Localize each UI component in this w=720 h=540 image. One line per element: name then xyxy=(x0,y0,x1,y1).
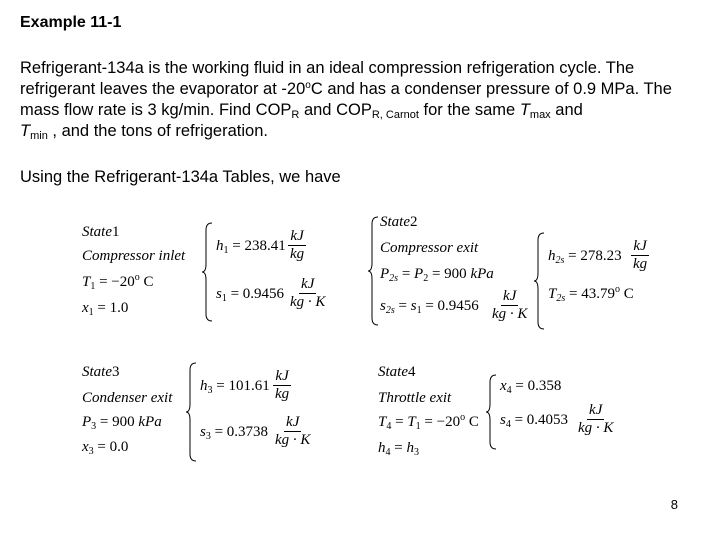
state-1-entropy: $s_1 = 0.9456$ xyxy=(216,286,285,304)
state-4-description: Throttle exit xyxy=(378,390,452,406)
state-2-enthalpy: $h_{2s} = 278.23$ xyxy=(548,248,622,266)
state-2-temperature: $T_{2s} = 43.79^o$ C xyxy=(548,284,634,304)
state-3-enthalpy: $h_3 = 101.61$ xyxy=(200,378,270,396)
state-4-temperature: $T_4 = T_1 = -20^o$ C xyxy=(378,412,479,432)
problem-statement: Refrigerant-134a is the working fluid in an ideal compression refrigeration cycle. The refrigerant leaves the evaporator at -20$^o$C and has a condenser pressure of 0.9 MPa. The mass flow rate is 3 kg/min. Find $COP_R$ and $COP_{R, Carnot}$ for the same $T_{max}$ and $T_{min}$ , and the tons of refrigeration. xyxy=(20,59,672,142)
state-1-description: Compressor inlet xyxy=(82,248,186,264)
state-3-description: Condenser exit xyxy=(82,390,173,406)
state-1-heading: State1 xyxy=(82,224,120,240)
state-1-brace xyxy=(202,222,214,322)
state-1-entropy-unit: $\frac{kJ}{kg \cdot K}$ xyxy=(290,276,326,310)
tables-intro-text: Using the Refrigerant-134a Tables, we have xyxy=(20,168,341,186)
page-number: 8 xyxy=(670,497,678,512)
state-4-brace xyxy=(486,374,498,450)
state-2-right-brace xyxy=(534,232,546,330)
state-4-entropy-unit: $\frac{kJ}{kg \cdot K}$ xyxy=(578,402,614,436)
state-3-quality: $x_3 = 0.0$ xyxy=(82,439,129,457)
state-2-pressure: $P_{2s} = P_2 = 900$ kPa xyxy=(380,266,494,284)
state-3-entropy-unit: $\frac{kJ}{kg \cdot K}$ xyxy=(275,414,311,448)
state-4-enthalpy: $h_4 = h_3$ xyxy=(378,440,419,458)
state-4-entropy: $s_4 = 0.4053$ xyxy=(500,412,569,430)
state-1-quality: $x_1 = 1.0$ xyxy=(82,300,129,318)
state-3-pressure: $P_3 = 900$ kPa xyxy=(82,414,162,432)
state-1-enthalpy-unit: $\frac{kJ}{kg}$ xyxy=(290,228,305,262)
state-2-entropy-unit: $\frac{kJ}{kg \cdot K}$ xyxy=(492,288,528,322)
state-3-brace xyxy=(186,362,198,462)
state-3-heading: State3 xyxy=(82,364,120,380)
state-4-heading: State4 xyxy=(378,364,416,380)
state-1-temperature: $T_1 = -20^o$ C xyxy=(82,272,154,292)
state-2-left-brace xyxy=(368,216,380,326)
state-2-enthalpy-unit: $\frac{kJ}{kg}$ xyxy=(633,238,648,272)
state-2-entropy: $s_{2s} = s_1 = 0.9456$ xyxy=(380,298,479,316)
slide-title: Example 11-1 xyxy=(20,14,122,31)
state-2-description: Compressor exit xyxy=(380,240,479,256)
state-3-entropy: $s_3 = 0.3738$ xyxy=(200,424,269,442)
state-1-enthalpy: $h_1 = 238.41$ xyxy=(216,238,286,256)
state-2-heading: State2 xyxy=(380,214,418,230)
state-3-enthalpy-unit: $\frac{kJ}{kg}$ xyxy=(275,368,290,402)
state-4-quality: $x_4 = 0.358$ xyxy=(500,378,562,396)
